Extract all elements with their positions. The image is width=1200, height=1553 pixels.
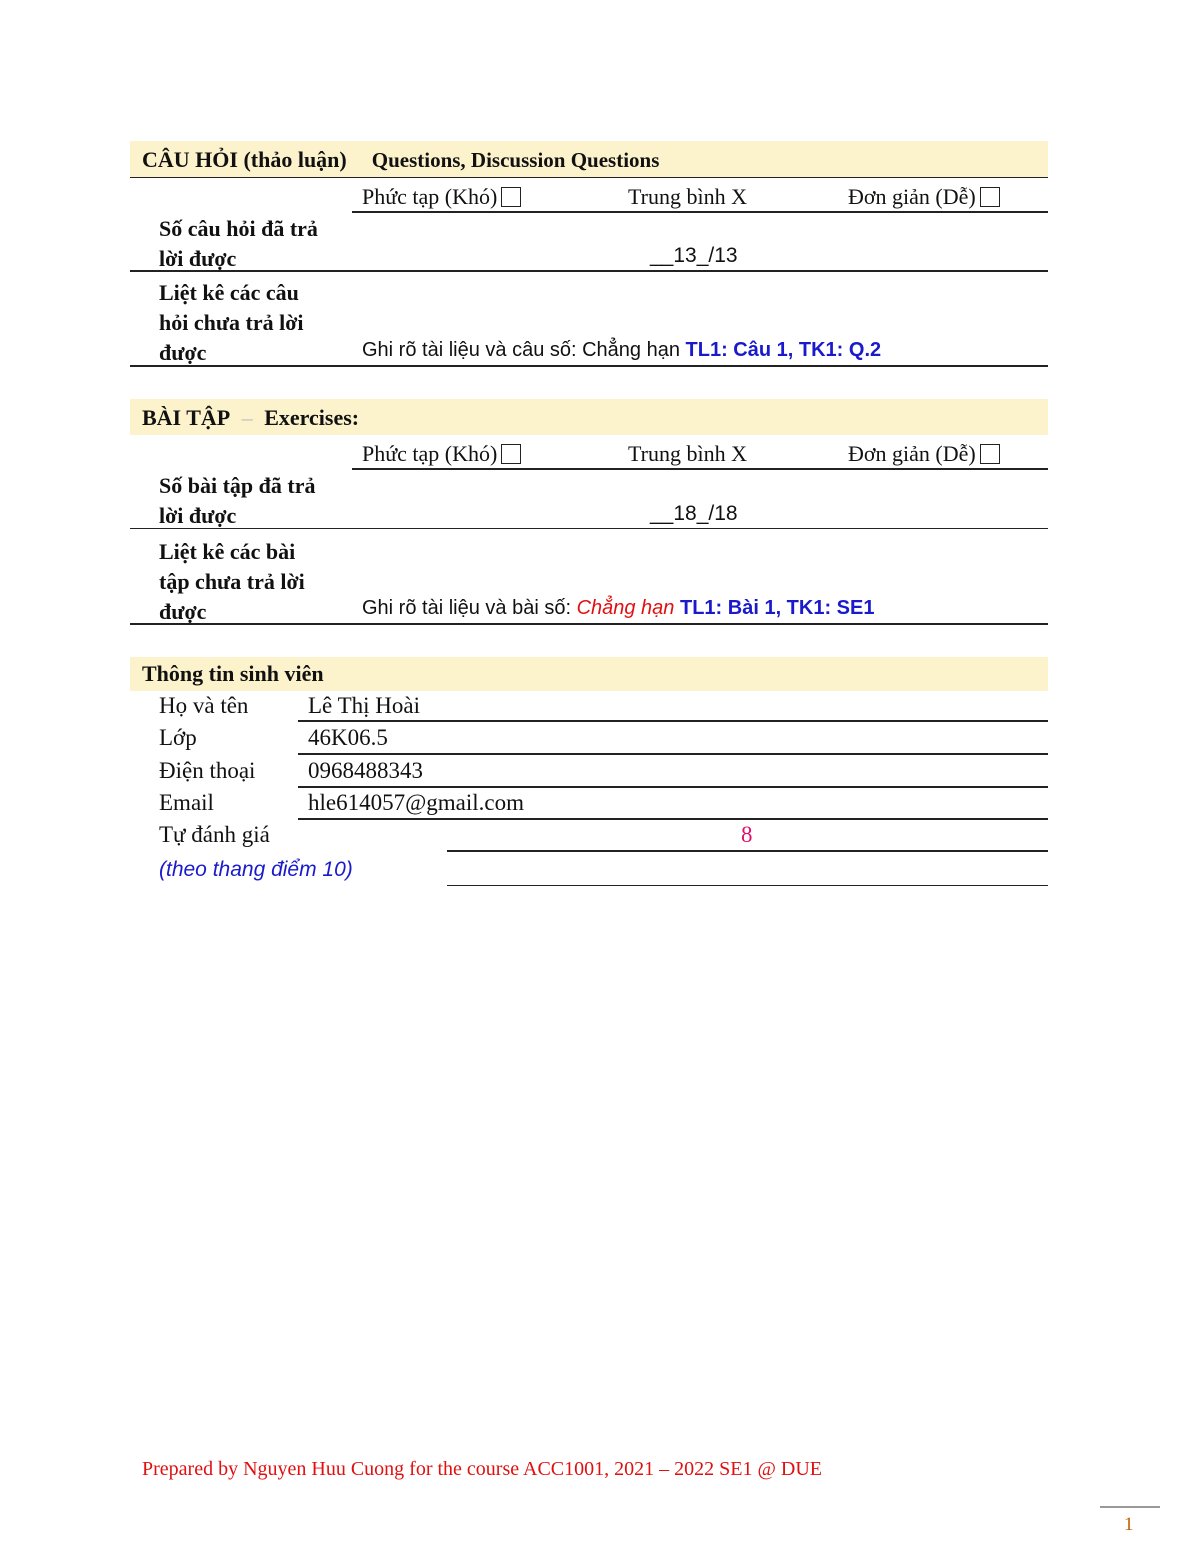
phone-label: Điện thoại: [159, 758, 256, 783]
divider: [352, 468, 1048, 470]
exercises-unanswered-label: [159, 537, 305, 627]
questions-answered-value: __13_/13: [650, 244, 738, 267]
label-line: được: [159, 340, 207, 365]
label-line: hỏi chưa trả lời: [159, 310, 304, 335]
label-line: lời được: [159, 503, 237, 528]
divider: [130, 623, 1048, 625]
exercises-note: [362, 597, 875, 620]
name-value: Lê Thị Hoài: [308, 693, 420, 718]
hard-checkbox[interactable]: [501, 444, 521, 464]
footer-rule: [1100, 1506, 1160, 1508]
exercises-level-medium: Trung bình X: [628, 441, 747, 466]
student-header: Thông tin sinh viên: [142, 661, 324, 686]
label-line: Liệt kê các câu: [159, 280, 299, 305]
divider: [130, 528, 1048, 529]
class-label: Lớp: [159, 725, 197, 750]
exercises-header: [142, 405, 359, 431]
exercises-header-vi: BÀI TẬP: [142, 405, 231, 430]
hard-checkbox[interactable]: [501, 187, 521, 207]
exercises-header-sep: –: [241, 405, 253, 430]
phone-value: 0968488343: [308, 758, 423, 783]
divider: [298, 753, 1048, 755]
level-easy-label: Đơn giản (Dễ): [848, 441, 976, 466]
label-line: lời được: [159, 246, 237, 271]
questions-level-medium: Trung bình X: [628, 184, 747, 209]
easy-checkbox[interactable]: [980, 187, 1000, 207]
self-eval-label: Tự đánh giá: [159, 822, 270, 847]
self-eval-value: 8: [741, 822, 753, 847]
divider: [130, 270, 1048, 272]
questions-header-vi: CÂU HỎI (thảo luận): [142, 147, 347, 172]
note-example-red: Chẳng hạn: [576, 597, 675, 619]
label-line: tập chưa trả lời: [159, 569, 305, 594]
note-prefix: Ghi rõ tài liệu và bài số:: [362, 597, 577, 619]
label-line: được: [159, 599, 207, 624]
questions-level-easy: [848, 184, 1000, 210]
questions-answered-label: [159, 214, 318, 274]
divider: [447, 850, 1048, 852]
divider: [352, 211, 1048, 213]
scale-note: (theo thang điểm 10): [159, 858, 353, 881]
divider: [298, 720, 1048, 722]
exercises-answered-value: __18_/18: [650, 502, 738, 525]
exercises-answered-label: [159, 471, 315, 531]
divider: [130, 177, 1048, 178]
exercises-header-en: Exercises:: [264, 405, 360, 430]
level-hard-label: Phức tạp (Khó): [362, 441, 498, 466]
questions-note: [362, 339, 881, 362]
divider: [298, 818, 1048, 820]
easy-checkbox[interactable]: [980, 444, 1000, 464]
label-line: Số bài tập đã trả: [159, 473, 316, 498]
class-value: 46K06.5: [308, 725, 388, 750]
questions-unanswered-label: [159, 278, 304, 368]
questions-header-en: Questions, Discussion Questions: [371, 148, 660, 172]
name-label: Họ và tên: [159, 693, 249, 718]
questions-header: [142, 147, 659, 173]
divider: [298, 786, 1048, 788]
questions-level-hard: [362, 184, 521, 210]
exercises-level-easy: [848, 441, 1000, 467]
page-number: 1: [1124, 1514, 1134, 1535]
note-example: TL1: Câu 1, TK1: Q.2: [685, 339, 882, 361]
email-value: hle614057@gmail.com: [308, 790, 525, 815]
email-label: Email: [159, 790, 214, 815]
divider: [130, 365, 1048, 367]
level-hard-label: Phức tạp (Khó): [362, 184, 498, 209]
divider: [447, 885, 1048, 886]
level-easy-label: Đơn giản (Dễ): [848, 184, 976, 209]
label-line: Số câu hỏi đã trả: [159, 216, 318, 241]
footer-prepared-by: Prepared by Nguyen Huu Cuong for the course ACC1001, 2021 – 2022 SE1 @ DUE: [142, 1458, 823, 1480]
note-example-blue: TL1: Bài 1, TK1: SE1: [674, 597, 875, 619]
exercises-level-hard: [362, 441, 521, 467]
note-prefix: Ghi rõ tài liệu và câu số: Chẳng hạn: [362, 339, 686, 361]
label-line: Liệt kê các bài: [159, 539, 296, 564]
